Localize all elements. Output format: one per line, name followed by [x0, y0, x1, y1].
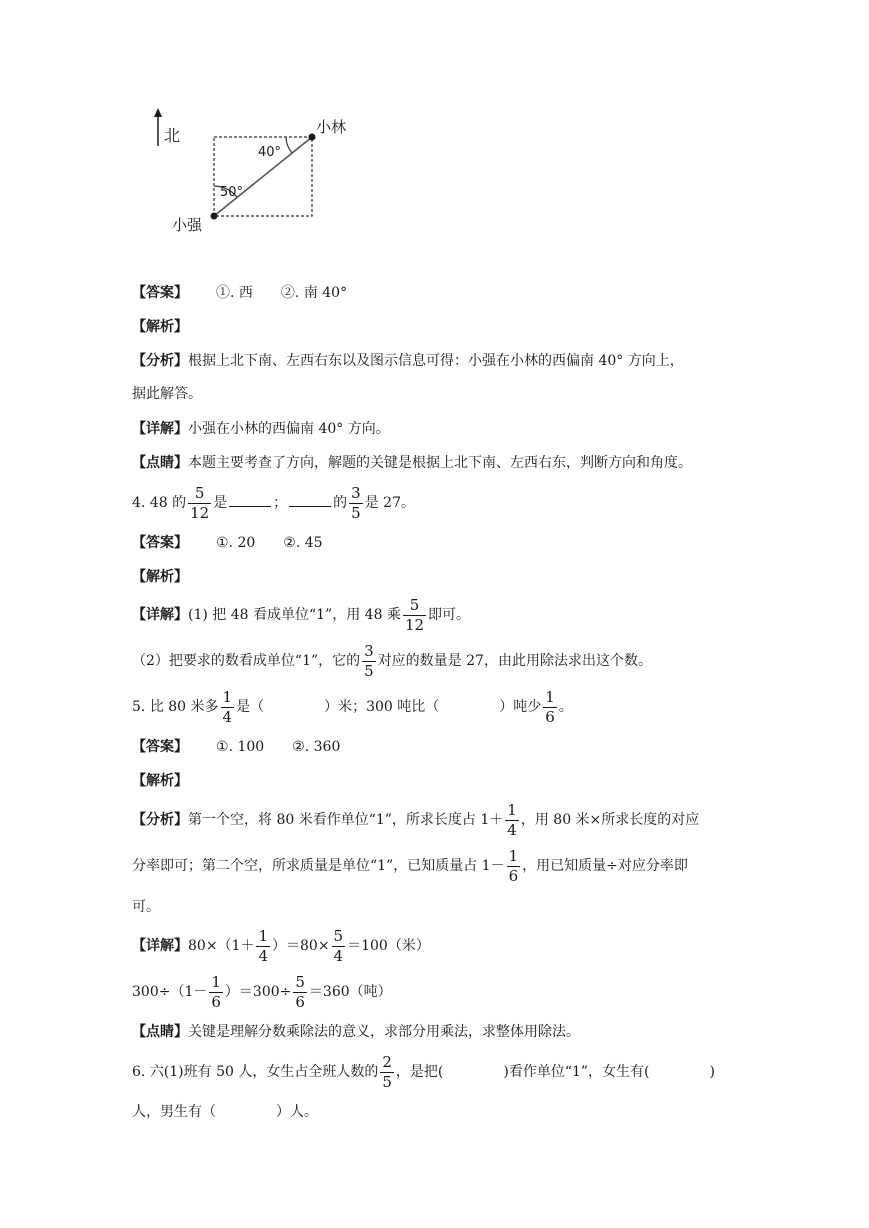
q3-fenxi-cont: 据此解答。: [132, 386, 202, 402]
fraction: $\frac{2}{5}$: [382, 1052, 392, 1091]
q5-calc-1: 【详解】80×（1＋ $\frac{1}{4}$ ）＝80× $\frac{5}{4}$ ＝100（米）: [132, 926, 430, 965]
fraction: $\frac{3}{5}$: [364, 641, 374, 680]
q4-analysis-tag: 【解析】: [132, 569, 188, 585]
fraction: $\frac{3}{5}$: [351, 483, 361, 522]
q5-analysis-tag: 【解析】: [132, 773, 188, 789]
fraction: $\frac{5}{12}$: [190, 483, 210, 522]
q3-answer: 【答案】 ①. 西 ②. 南 40°: [132, 285, 348, 301]
q6-question-line-2: 人，男生有（ ）人。: [132, 1104, 318, 1120]
q5-question: 5. 比 80 米多 $\frac{1}{4}$ 是（ ）米；300 吨比（ ）吨少 $\frac{1}{6}$ 。: [132, 687, 573, 726]
q3-fenxi: 【分析】根据上北下南、左西右东以及图示信息可得：小强在小林的西偏南 40° 方向上，: [132, 353, 684, 369]
north-label: 北: [164, 126, 181, 145]
label-angle-40: 40°: [258, 145, 282, 160]
q3-xiangjie: 【详解】小强在小林的西偏南 40° 方向。: [132, 421, 390, 437]
answer-blank[interactable]: [289, 494, 331, 507]
q3-analysis-tag: 【解析】: [132, 319, 188, 335]
q5-fenxi-1: 【分析】第一个空，将 80 米看作单位“1”，所求长度占 1＋ $\frac{1}{4}$ ，用 80 米×所求长度的对应: [132, 800, 700, 839]
fraction: $\frac{1}{6}$: [508, 846, 519, 885]
q5-fenxi-2: 分率即可；第二个空，所求质量是单位“1”，已知质量占 1－ $\frac{1}{6}$ ，用已知质量÷对应分率即: [132, 846, 688, 885]
q4-answer: 【答案】 ①. 20 ②. 45: [132, 535, 323, 551]
label-angle-50: 50°: [220, 185, 244, 200]
q5-fenxi-3: 可。: [132, 899, 160, 915]
q4-detail-1: 【详解】(1) 把 48 看成单位“1”，用 48 乘 $\frac{5}{12}$ 即可。: [132, 595, 471, 634]
fraction: $\frac{1}{6}$: [545, 687, 555, 726]
label-xiaolin: 小林: [316, 118, 347, 136]
north-arrow: [154, 108, 162, 146]
fraction: $\frac{1}{6}$: [211, 972, 221, 1011]
q5-dianjing: 【点睛】关键是理解分数乘除法的意义，求部分用乘法，求整体用除法。: [132, 1024, 580, 1040]
label-xiaoqiang: 小强: [172, 216, 203, 234]
direction-figure: [0, 0, 869, 240]
angle-arc-top: [286, 137, 292, 153]
q6-question-line-1: 6. 六(1)班有 50 人，女生占全班人数的 $\frac{2}{5}$ ，是把( )看作单位“1”，女生有( ): [132, 1052, 715, 1091]
q3-dianjing: 【点睛】本题主要考查了方向，解题的关键是根据上北下南、左西右东，判断方向和角度。: [132, 455, 692, 471]
q5-calc-2: 300÷（1－ $\frac{1}{6}$ ）＝300÷ $\frac{5}{6}$ ＝360（吨）: [132, 972, 392, 1011]
answer-blank[interactable]: [229, 494, 271, 507]
point-xiaolin: [309, 134, 316, 141]
fraction: $\frac{5}{12}$: [404, 595, 425, 634]
fraction: $\frac{1}{4}$: [258, 926, 268, 965]
q4-detail-2: （2）把要求的数看成单位“1”，它的 $\frac{3}{5}$ 对应的数量是 27，由此用除法求出这个数。: [132, 641, 652, 680]
q4-question: 4. 48 的 $\frac{5}{12}$ 是 ； 的 $\frac{3}{5}$ 是 27。: [132, 483, 415, 522]
fraction: $\frac{1}{4}$: [507, 800, 517, 839]
q5-answer: 【答案】 ①. 100 ②. 360: [132, 739, 341, 755]
fraction: $\frac{5}{4}$: [333, 926, 344, 965]
point-xiaoqiang: [211, 213, 218, 220]
fraction: $\frac{5}{6}$: [295, 972, 305, 1011]
fraction: $\frac{1}{4}$: [222, 687, 233, 726]
